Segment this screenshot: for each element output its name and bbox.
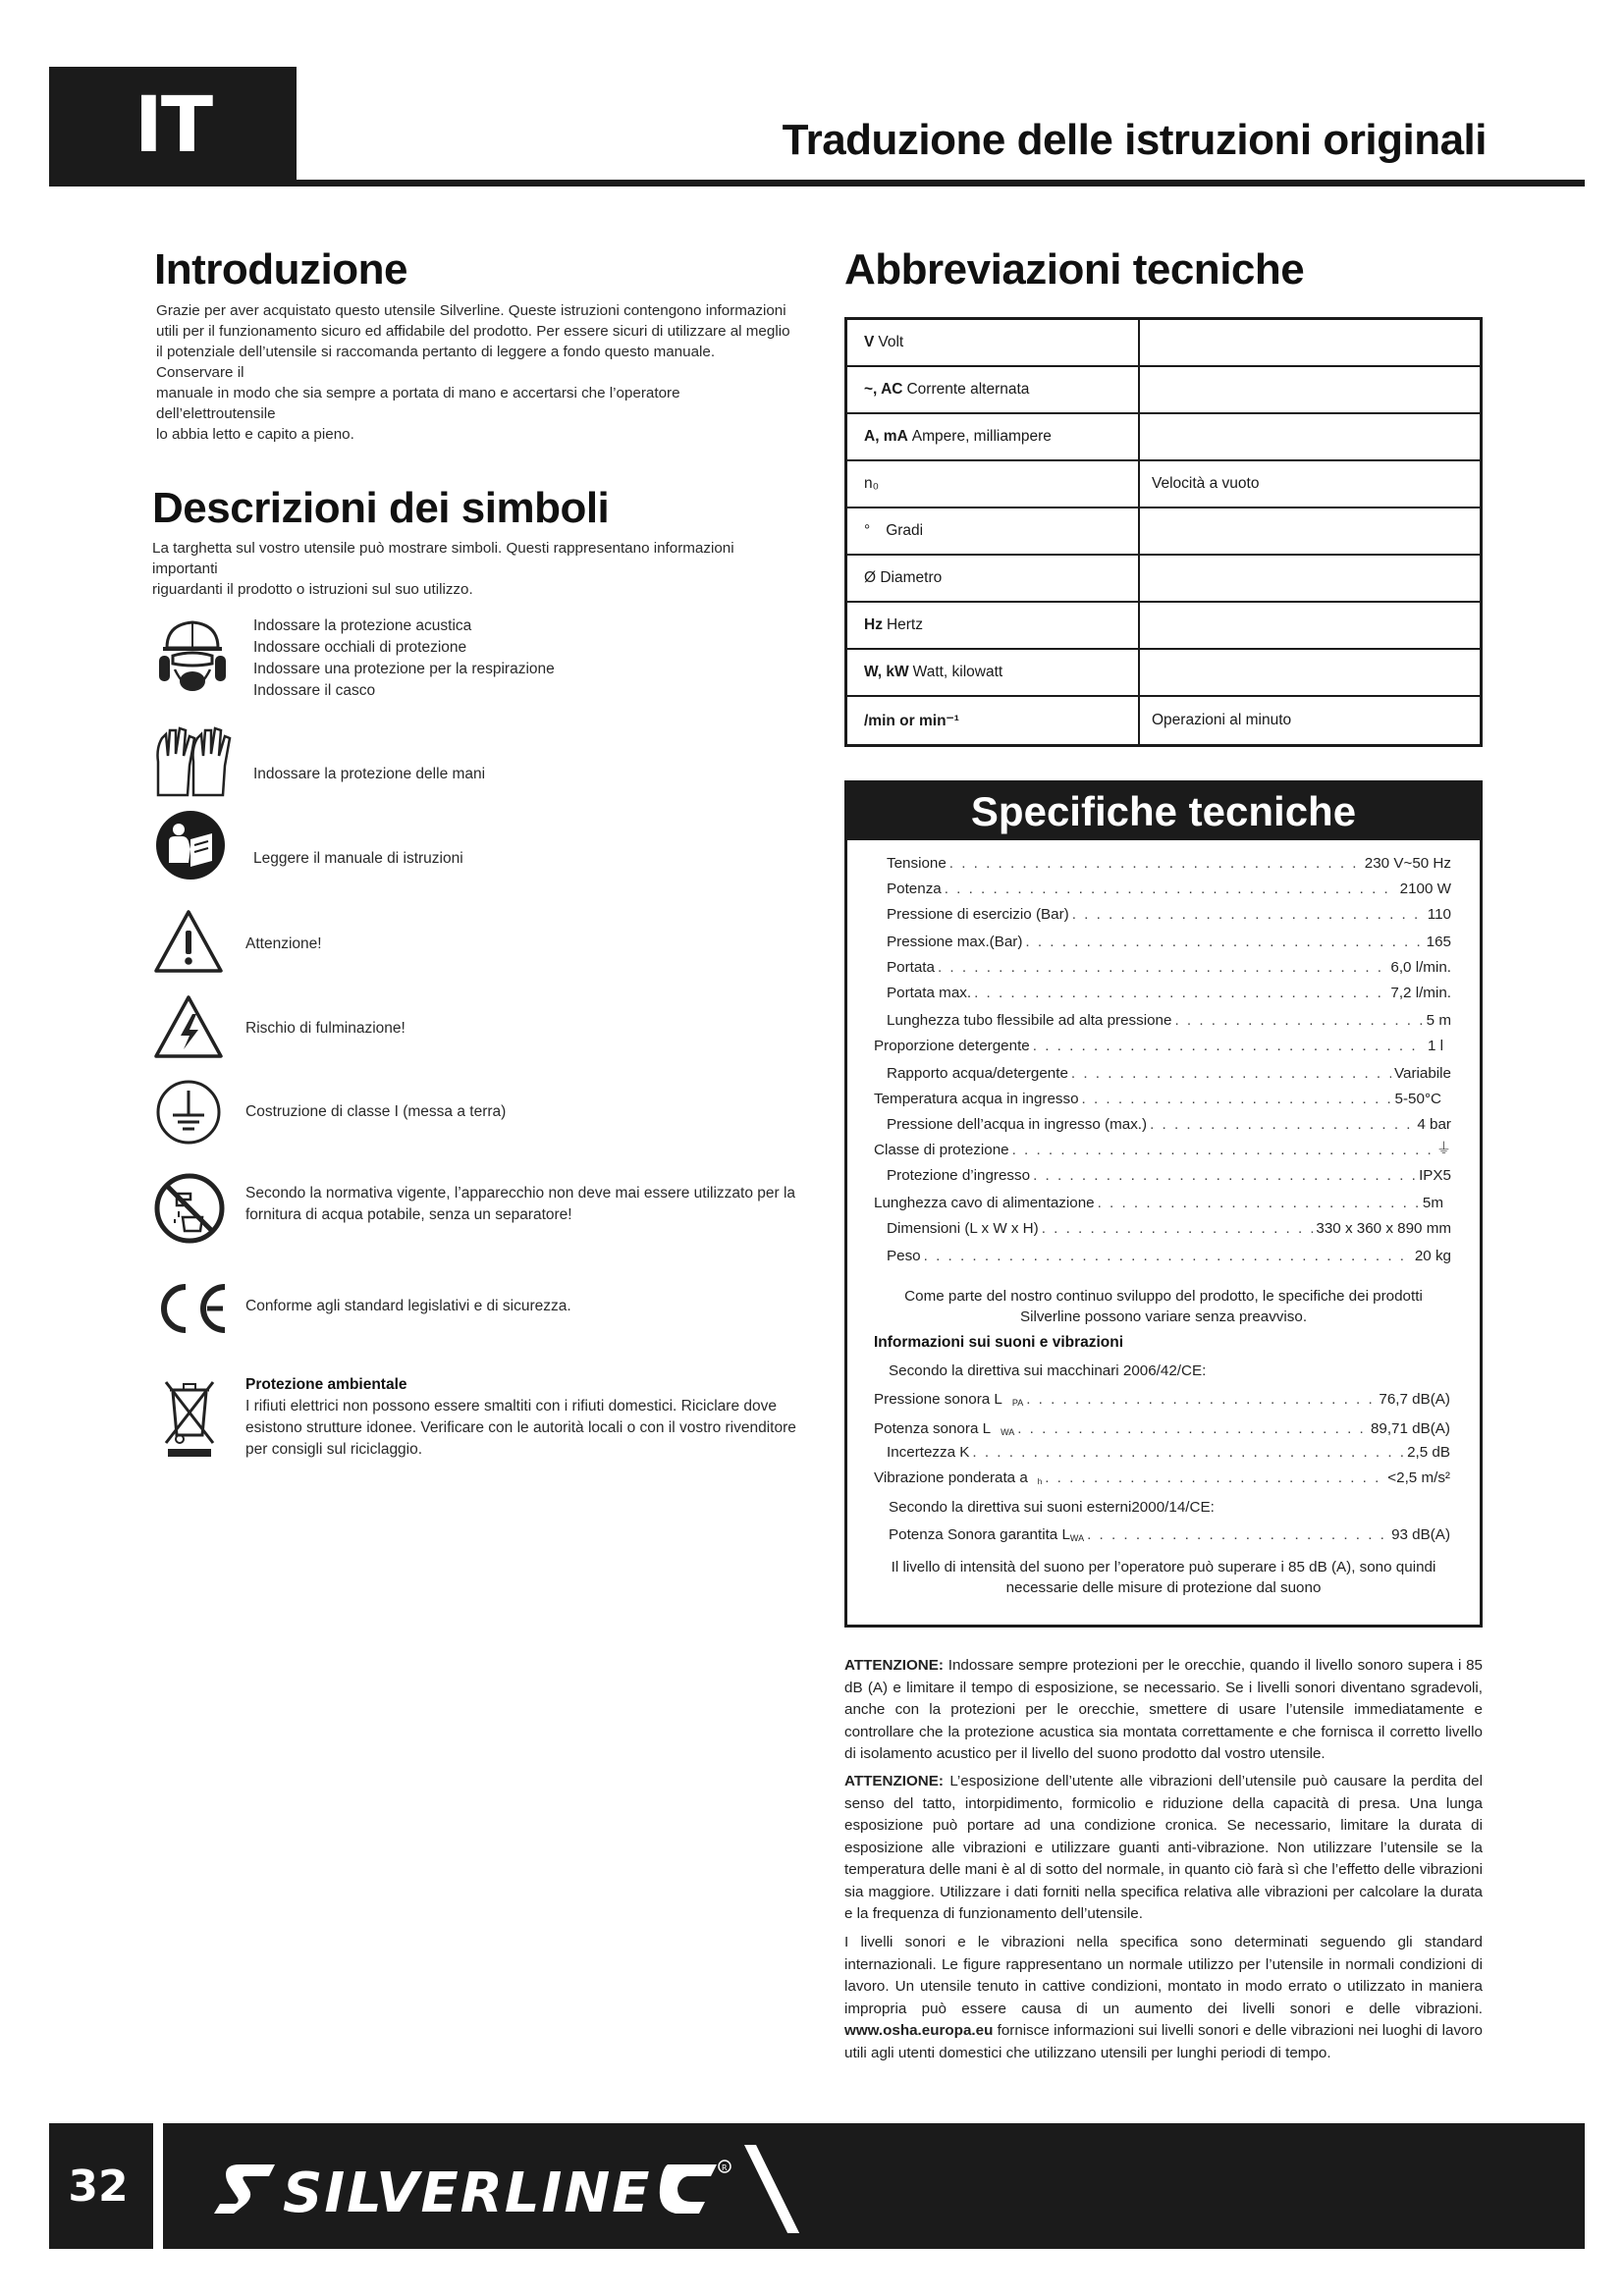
- spec-row: [874, 1031, 1443, 1054]
- symbol-line: per consigli sul riciclaggio.: [245, 1441, 423, 1458]
- spec-leader: [1026, 1391, 1376, 1408]
- osha-link[interactable]: www.osha.europa.eu: [844, 2022, 994, 2039]
- spec-note-line: necessarie delle misure di protezione dal suono: [1005, 1579, 1322, 1596]
- abbr-row: [847, 556, 1480, 603]
- intro-text: [156, 300, 794, 445]
- language-code: IT: [134, 81, 212, 170]
- symbol-weee-title: Protezione ambientale: [245, 1376, 407, 1393]
- symbol-line: Indossare una protezione per la respirazione: [253, 661, 555, 677]
- warning-noise: [844, 1655, 1483, 1766]
- earth-class-icon: [155, 1079, 222, 1150]
- abbr-row: [847, 603, 1480, 650]
- symbol-line: fornitura di acqua potabile, senza un separatore!: [245, 1206, 572, 1223]
- spec-label: Peso: [887, 1248, 921, 1264]
- intro-line: manuale in modo che sia sempre a portata di mano e accertarsi che l’operatore dell’elettroutensile: [156, 385, 680, 422]
- spec-label: Potenza Sonora garantita L: [889, 1526, 1070, 1543]
- spec-value: 93 dB(A): [1391, 1526, 1450, 1543]
- spec-row: [889, 1520, 1450, 1543]
- intro-heading: Introduzione: [154, 245, 407, 294]
- spec-label: Lunghezza tubo flessibile ad alta pressione: [887, 1012, 1172, 1029]
- intro-line: lo abbia letto e capito a pieno.: [156, 426, 354, 443]
- spec-value: 89,71 dB(A): [1370, 1420, 1450, 1437]
- read-manual-icon: [155, 810, 226, 885]
- symbol-ppe-text: [253, 615, 555, 702]
- page-number: 32: [68, 2161, 129, 2212]
- symbol-shock-text: Rischio di fulminazione!: [245, 1020, 406, 1037]
- spec-subscript: h: [1037, 1477, 1043, 1486]
- symbol-water-text: [245, 1183, 795, 1226]
- spec-label: Proporzione detergente: [874, 1038, 1030, 1054]
- spec-row: [887, 978, 1451, 1001]
- spec-leader: [1033, 1038, 1425, 1054]
- spec-subscript: WA: [1001, 1427, 1015, 1437]
- spec-value: 4 bar: [1417, 1116, 1451, 1133]
- spec-row: [887, 1109, 1451, 1133]
- abbr-key: V: [864, 334, 875, 350]
- symbol-line: Secondo la normativa vigente, l’apparecchio non deve mai essere utilizzato per la: [245, 1185, 796, 1201]
- abbr-desc: Watt, kilowatt: [912, 664, 1003, 680]
- abbr-key: A, mA: [864, 428, 908, 445]
- symbol-line: I rifiuti elettrici non possono essere smaltiti con i rifiuti domestici. Riciclare dove: [245, 1398, 777, 1415]
- spec-label: Rapporto acqua/detergente: [887, 1065, 1068, 1082]
- spec-value: 5-50°C: [1394, 1091, 1441, 1107]
- spec-row: [874, 1135, 1451, 1158]
- symbol-manual-text: Leggere il manuale di istruzioni: [253, 850, 463, 867]
- info-paragraph: [844, 1932, 1483, 2064]
- spec-value: 330 x 360 x 890 mm: [1316, 1220, 1451, 1237]
- abbr-desc: Ø Diametro: [864, 569, 943, 586]
- abbr-key-cell: [847, 461, 1140, 507]
- spec-value: 5m: [1422, 1195, 1443, 1211]
- silverline-logo: [206, 2145, 835, 2238]
- abbr-desc: Hertz: [886, 616, 923, 633]
- spec-leader: [1174, 1012, 1423, 1029]
- spec-value: 110: [1427, 906, 1451, 923]
- spec-row: [874, 1384, 1450, 1408]
- abbr-key-cell: [847, 367, 1140, 412]
- abbr-row: [847, 697, 1480, 744]
- footer-separator: [153, 2123, 163, 2249]
- abbr-desc: Ampere, milliampere: [911, 428, 1052, 445]
- directive-noise: Secondo la direttiva sui suoni esterni2000/14/CE:: [889, 1499, 1215, 1516]
- footer-bar: [49, 2123, 1585, 2249]
- symbol-line: Indossare la protezione acustica: [253, 617, 472, 634]
- abbr-key: Hz: [864, 616, 883, 633]
- spec-leader: [974, 985, 1387, 1001]
- spec-label: Pressione di esercizio (Bar): [887, 906, 1069, 923]
- spec-label: Pressione sonora L: [874, 1391, 1002, 1408]
- logo-wordmark: SILVERLINE: [283, 2162, 652, 2225]
- symbol-line: Indossare il casco: [253, 682, 376, 699]
- spec-subscript: WA: [1069, 1533, 1085, 1543]
- gloves-icon: [152, 726, 233, 804]
- spec-row: [887, 1213, 1451, 1237]
- warning-vibration: [844, 1771, 1483, 1926]
- spec-label: Incertezza K: [887, 1444, 970, 1461]
- symbol-ce-text: Conforme agli standard legislativi e di sicurezza.: [245, 1298, 571, 1314]
- abbr-right: Operazioni al minuto: [1152, 712, 1292, 728]
- spec-leader: [1045, 1469, 1384, 1486]
- spec-leader: [1033, 1167, 1416, 1184]
- spec-label: Dimensioni (L x W x H): [887, 1220, 1039, 1237]
- abbr-row: [847, 367, 1480, 414]
- sound-heading: Informazioni sui suoni e vibrazioni: [874, 1334, 1124, 1351]
- spec-leader: [1150, 1116, 1414, 1133]
- warning-lead: ATTENZIONE:: [844, 1773, 944, 1789]
- spec-label: Pressione dell’acqua in ingresso (max.): [887, 1116, 1148, 1133]
- abbr-row: [847, 650, 1480, 697]
- spec-value: Variabile: [1394, 1065, 1451, 1082]
- symbols-intro-line: La targhetta sul vostro utensile può mostrare simboli. Questi rappresentano informazioni importanti: [152, 540, 734, 577]
- spec-note: [867, 1286, 1460, 1327]
- spec-heading: Specifiche tecniche: [847, 783, 1480, 840]
- info-text: fornisce informazioni sui livelli sonori e delle vibrazioni nei luoghi di lavoro utili agli utenti domestici che utilizzano utensili per lunghi periodi di tempo.: [844, 2022, 1483, 2061]
- header-rule: [49, 180, 1585, 187]
- spec-value: 20 kg: [1414, 1248, 1451, 1264]
- symbol-gloves-text: Indossare la protezione delle mani: [253, 766, 486, 782]
- abbr-key-cell: [847, 603, 1140, 648]
- spec-value: 5 m: [1426, 1012, 1451, 1029]
- spec-row: [874, 1188, 1443, 1211]
- warning-text: Indossare sempre protezioni per le orecchie, quando il livello sonoro supera i 85 dB (A) e limitare il tempo di esposizione, se necessario. Se i livelli sonori diventano sgradevoli, anche con la protezioni per le orecchie, smettere di usare l’utensile immediatamente e controllare che la protezione acustica sia montata correttamente e che fornisca il corretto livello di isolamento acustico per il livello del suono prodotto dal vostro utensile.: [844, 1657, 1483, 1762]
- abbr-key-cell: [847, 650, 1140, 695]
- symbols-heading: Descrizioni dei simboli: [152, 484, 610, 532]
- spec-label: Portata max.: [887, 985, 972, 1001]
- abbr-key-cell: [847, 320, 1140, 365]
- spec-leader: [924, 1248, 1412, 1264]
- spec-value: 7,2 l/min.: [1390, 985, 1451, 1001]
- abbr-desc: Corrente alternata: [906, 381, 1030, 398]
- page-title: Traduzione delle istruzioni originali: [782, 116, 1487, 164]
- spec-note: [867, 1557, 1460, 1598]
- spec-row: [887, 874, 1451, 897]
- symbol-weee-text: [245, 1374, 796, 1461]
- abbr-key: °: [864, 522, 871, 539]
- spec-note-line: Silverline possono variare senza preavviso.: [1019, 1308, 1308, 1325]
- spec-label: Potenza sonora L: [874, 1420, 992, 1437]
- spec-row: [887, 1241, 1451, 1264]
- spec-label: Tensione: [887, 855, 947, 872]
- svg-text:R: R: [722, 2163, 728, 2172]
- spec-value: 2,5 dB: [1407, 1444, 1450, 1461]
- spec-note-line: Il livello di intensità del suono per l’operatore può superare i 85 dB (A), sono quindi: [891, 1559, 1436, 1575]
- spec-row: [887, 1005, 1451, 1029]
- spec-value: 1 l: [1427, 1038, 1443, 1054]
- symbol-earth-text: Costruzione di classe I (messa a terra): [245, 1103, 507, 1120]
- spec-leader: [972, 1444, 1404, 1461]
- electric-shock-icon: [153, 994, 224, 1064]
- spec-row: [874, 1463, 1450, 1486]
- no-potable-water-icon: [153, 1172, 226, 1250]
- symbol-line: esistono strutture idonee. Verificare con le autorità locali o con il vostro rivenditore: [245, 1419, 796, 1436]
- spec-note-line: Come parte del nostro continuo sviluppo del prodotto, le specifiche dei prodotti: [904, 1288, 1423, 1305]
- symbols-intro: [152, 538, 800, 600]
- symbol-warning-text: Attenzione!: [245, 935, 322, 952]
- spec-leader: [938, 959, 1387, 976]
- spec-row: [887, 848, 1451, 872]
- spec-leader: [1071, 1065, 1391, 1082]
- spec-label: Temperatura acqua in ingresso: [874, 1091, 1079, 1107]
- spec-leader: [1098, 1195, 1420, 1211]
- spec-leader: [1087, 1526, 1388, 1543]
- spec-row: [874, 1084, 1441, 1107]
- spec-label: Portata: [887, 959, 935, 976]
- weee-bin-icon: [162, 1376, 217, 1464]
- intro-line: utili per il funzionamento sicuro ed affidabile del prodotto. Per essere sicuri di utilizzare al meglio: [156, 323, 790, 340]
- abbr-desc: Volt: [878, 334, 904, 350]
- abbr-table: [844, 317, 1483, 747]
- abbr-row: [847, 414, 1480, 461]
- abbr-key: ~, AC: [864, 381, 903, 398]
- spec-row: [887, 952, 1451, 976]
- spec-label: Potenza: [887, 881, 942, 897]
- abbr-key-cell: [847, 556, 1140, 601]
- spec-row: [887, 1437, 1450, 1461]
- symbol-line: Indossare occhiali di protezione: [253, 639, 467, 656]
- ppe-head-icon: [155, 616, 230, 710]
- abbr-right: Velocità a vuoto: [1152, 475, 1260, 492]
- warning-text: L’esposizione dell’utente alle vibrazioni dell’utensile può causare la perdita del senso del tatto, intorpidimento, formicolio e riduzione della capacità di presa. Una lunga esposizione può portare ad una condizione cronica. Se necessario, limitare la durata di esposizione alle vibrazioni e utilizzare guanti anti-vibrazione. Non utilizzare l’utensile se la temperatura delle mani è al di sotto del normale, in quanto ciò farà sì che l’effetto delle vibrazioni sia maggiore. Utilizzare i dati forniti nella specifica relativa alle vibrazioni per calcolare la durata e la frequenza di funzionamento dell’utensile.: [844, 1773, 1483, 1922]
- spec-value: 76,7 dB(A): [1379, 1391, 1450, 1408]
- spec-row: [887, 899, 1451, 923]
- spec-value: IPX5: [1419, 1167, 1451, 1184]
- spec-leader: [945, 881, 1397, 897]
- spec-leader: [1017, 1420, 1368, 1437]
- info-text: I livelli sonori e le vibrazioni nella specifica sono determinati seguendo gli standard internazionali. Le figure rappresentano un normale utilizzo per l’utensile in normali condizioni di lavoro. Un utensile tenuto in cattive condizioni, montato in modo errato o utilizzato in maniera impropria può essere causa di un aumento dei livelli sonori e delle vibrazioni.: [844, 1934, 1483, 2017]
- spec-value: 165: [1426, 934, 1451, 950]
- spec-label: Vibrazione ponderata a: [874, 1469, 1028, 1486]
- warning-lead: ATTENZIONE:: [844, 1657, 944, 1674]
- spec-row: [887, 1058, 1451, 1082]
- spec-row: [874, 1414, 1450, 1437]
- abbr-row: [847, 508, 1480, 556]
- abbr-key-cell: [847, 508, 1140, 554]
- directive-machinery: Secondo la direttiva sui macchinari 2006/42/CE:: [889, 1362, 1207, 1379]
- spec-label: Pressione max.(Bar): [887, 934, 1023, 950]
- spec-value: 6,0 l/min.: [1390, 959, 1451, 976]
- abbr-key: n₀: [864, 475, 880, 492]
- abbr-key: W, kW: [864, 664, 909, 680]
- spec-row: [887, 1160, 1451, 1184]
- spec-leader: [1072, 906, 1425, 923]
- spec-leader: [1025, 934, 1423, 950]
- abbr-desc: Gradi: [886, 522, 924, 539]
- spec-leader: [1012, 1142, 1434, 1158]
- intro-line: il potenziale dell’utensile si raccomanda pertanto di leggere a fondo questo manuale. Conservare il: [156, 344, 716, 381]
- abbr-key-cell: [847, 697, 1140, 744]
- spec-value: 2100 W: [1399, 881, 1451, 897]
- spec-label: Lunghezza cavo di alimentazione: [874, 1195, 1095, 1211]
- spec-row: [887, 927, 1451, 950]
- spec-leader: [1042, 1220, 1314, 1237]
- abbr-row: [847, 461, 1480, 508]
- earth-class-icon: ⏚: [1435, 1141, 1451, 1157]
- abbr-key: /min or min⁻¹: [864, 712, 959, 729]
- language-tab: [49, 67, 297, 185]
- intro-line: Grazie per aver acquistato questo utensile Silverline. Queste istruzioni contengono informazioni: [156, 302, 786, 319]
- spec-label: Protezione d’ingresso: [887, 1167, 1031, 1184]
- abbr-heading: Abbreviazioni tecniche: [844, 245, 1305, 294]
- spec-leader: [949, 855, 1362, 872]
- spec-label: Classe di protezione: [874, 1142, 1009, 1158]
- abbr-key-cell: [847, 414, 1140, 459]
- abbr-row: [847, 320, 1480, 367]
- spec-value: 230 V~50 Hz: [1364, 855, 1451, 872]
- spec-value: <2,5 m/s²: [1387, 1469, 1450, 1486]
- spec-box: [844, 780, 1483, 1628]
- symbols-intro-line: riguardanti il prodotto o istruzioni sul suo utilizzo.: [152, 581, 473, 598]
- spec-subscript: PA: [1011, 1398, 1024, 1408]
- spec-leader: [1082, 1091, 1392, 1107]
- warning-icon: [153, 909, 224, 979]
- ce-mark-icon: [152, 1281, 229, 1341]
